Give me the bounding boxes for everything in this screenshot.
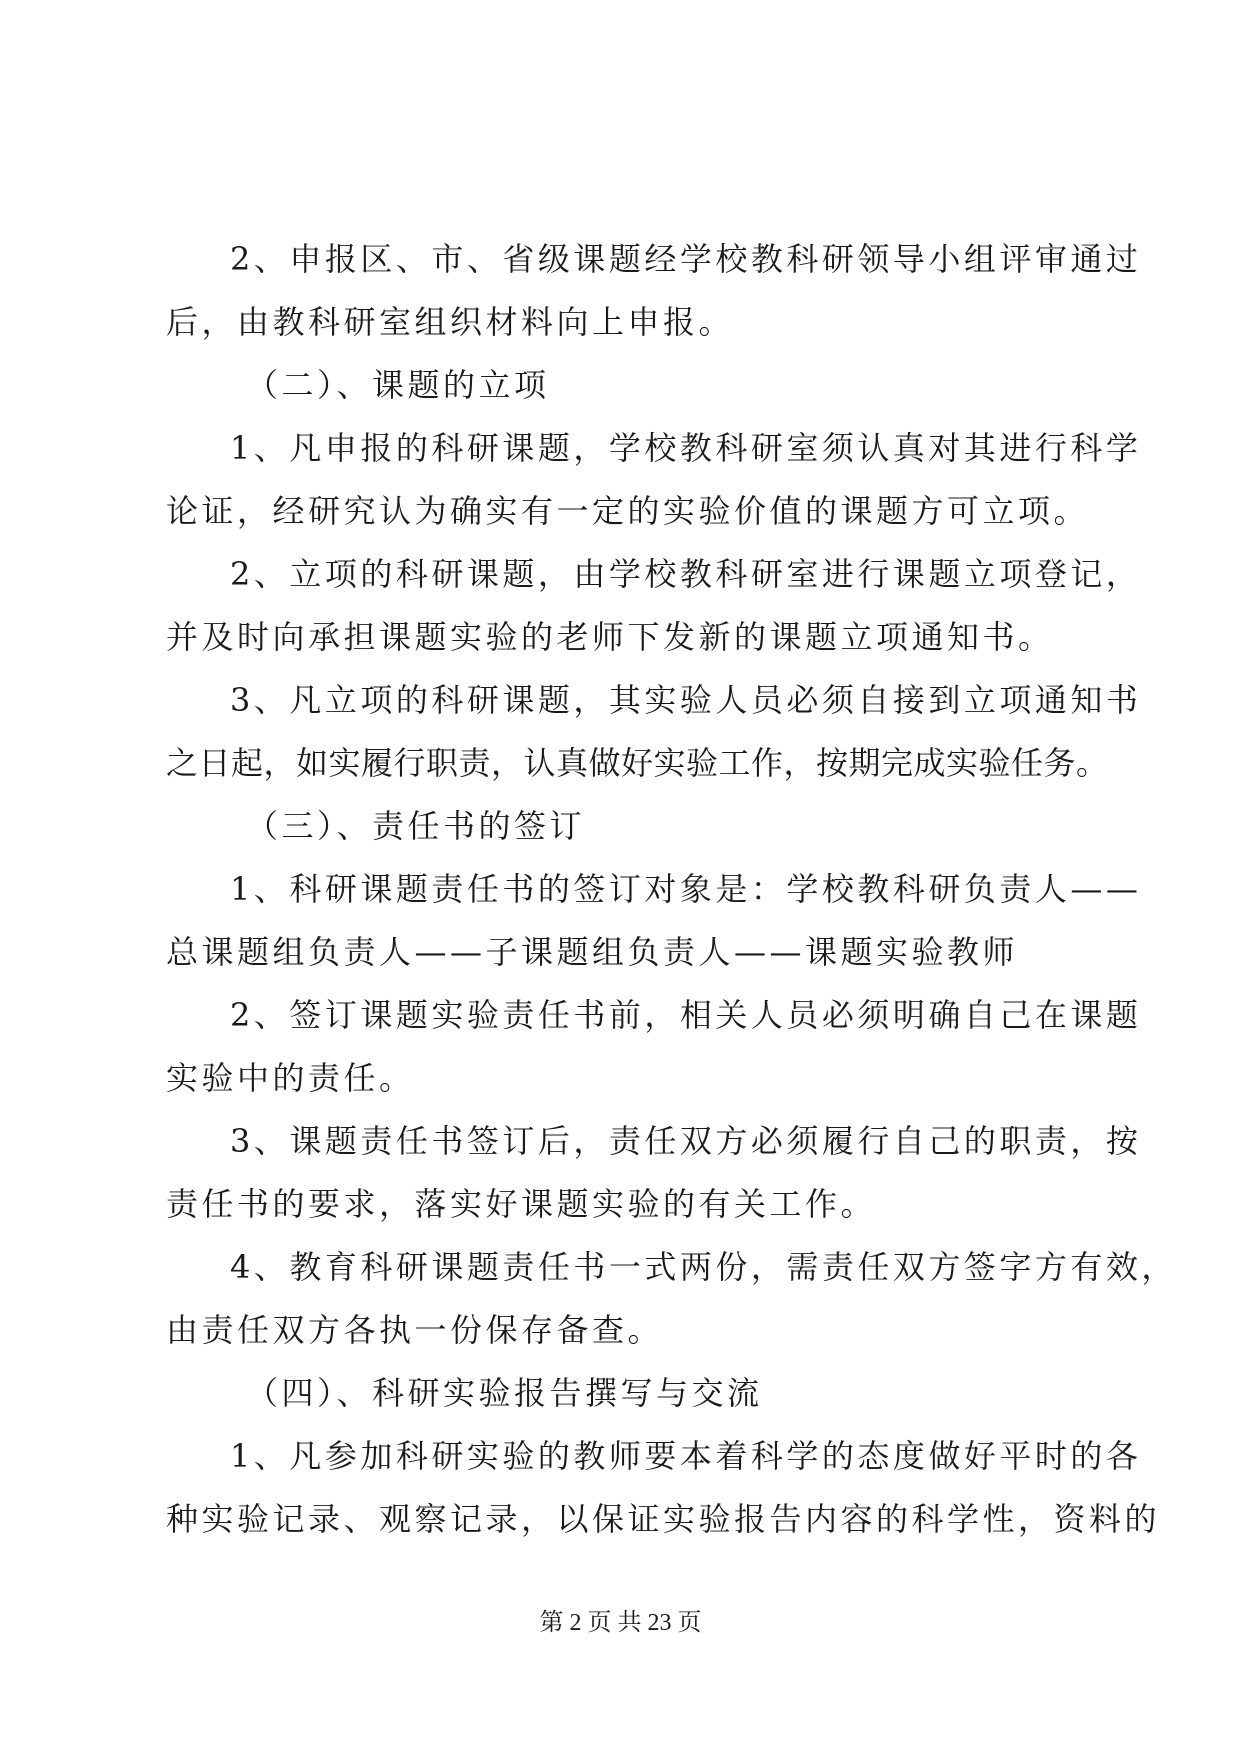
document-body — [166, 228, 1177, 1551]
paragraph-line: 2、申报区、市、省级课题经学校教科研领导小组评审通过 — [230, 240, 1142, 278]
paragraph-line: 1、科研课题责任书的签订对象是：学校教科研负责人—— — [230, 870, 1142, 908]
paragraph-line: 实验中的责任。 — [166, 1059, 415, 1097]
paragraph-line: 责任书的要求，落实好课题实验的有关工作。 — [166, 1185, 877, 1223]
paragraph-line: 种实验记录、观察记录，以保证实验报告内容的科学性，资料的 — [166, 1500, 1161, 1538]
paragraph-line: 3、凡立项的科研课题，其实验人员必须自接到立项通知书 — [230, 681, 1142, 719]
paragraph-line: 后，由教科研室组织材料向上申报。 — [166, 303, 735, 341]
paragraph-line: 论证，经研究认为确实有一定的实验价值的课题方可立项。 — [166, 492, 1090, 530]
paragraph-line: 2、签订课题实验责任书前，相关人员必须明确自己在课题 — [230, 996, 1142, 1034]
section-heading: （二）、课题的立项 — [246, 366, 550, 404]
paragraph-line: 由责任双方各执一份保存备查。 — [166, 1311, 664, 1349]
paragraph-line: 1、凡参加科研实验的教师要本着科学的态度做好平时的各 — [230, 1437, 1142, 1475]
paragraph-line: 之日起，如实履行职责，认真做好实验工作，按期完成实验任务。 — [166, 744, 1109, 782]
paragraph-line: 4、教育科研课题责任书一式两份，需责任双方签字方有效， — [230, 1248, 1177, 1286]
section-heading: （四）、科研实验报告撰写与交流 — [246, 1374, 763, 1412]
paragraph-line: 并及时向承担课题实验的老师下发新的课题立项通知书。 — [166, 618, 1054, 656]
paragraph-line: 3、课题责任书签订后，责任双方必须履行自己的职责，按 — [230, 1122, 1142, 1160]
page-number-footer: 第 2 页 共 23 页 — [539, 1610, 702, 1636]
paragraph-line: 1、凡申报的科研课题，学校教科研室须认真对其进行科学 — [230, 429, 1142, 467]
section-heading: （三）、责任书的签订 — [246, 807, 586, 845]
paragraph-line: 2、立项的科研课题，由学校教科研室进行课题立项登记， — [230, 555, 1142, 593]
paragraph-line: 总课题组负责人——子课题组负责人——课题实验教师 — [166, 933, 1019, 971]
